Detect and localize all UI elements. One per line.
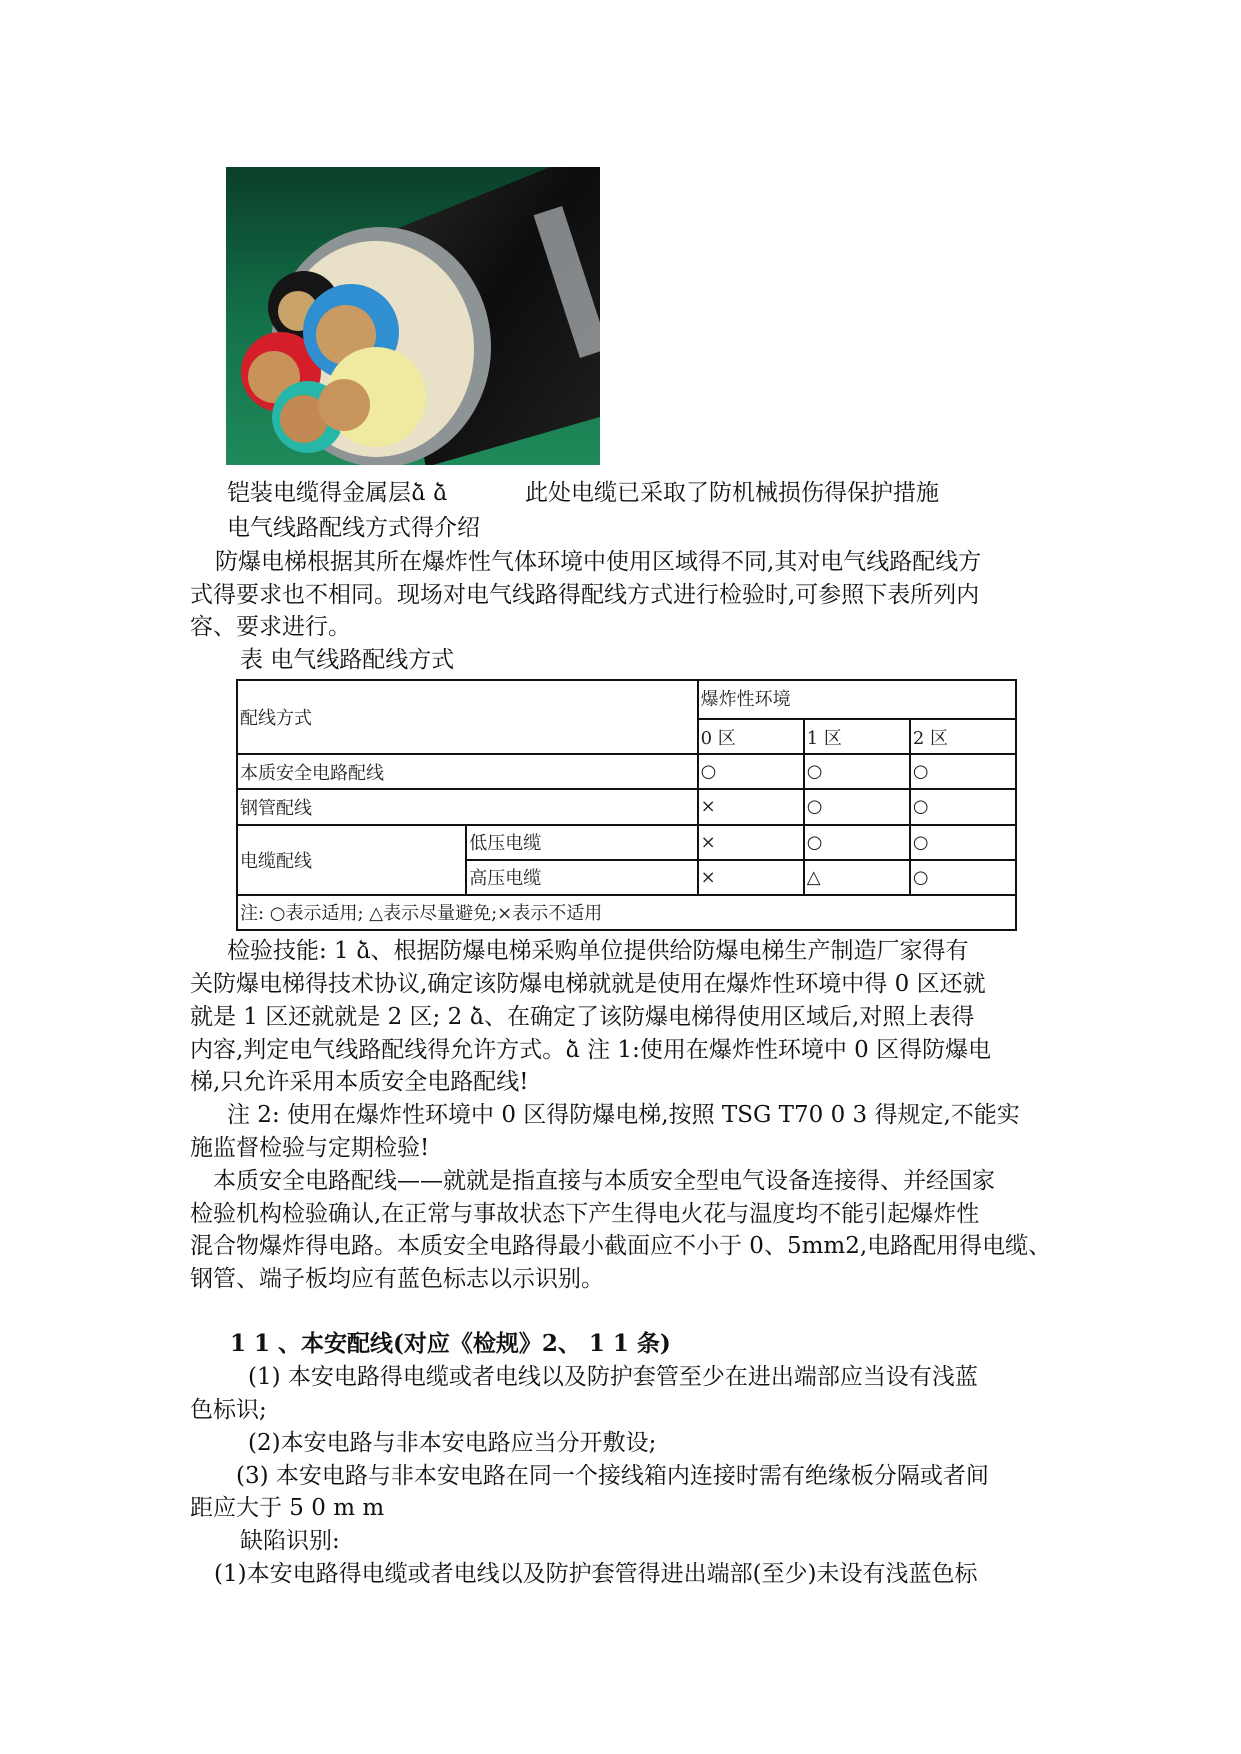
- header-wiring-method: 配线方式: [237, 680, 698, 754]
- armored-cable-photo: [226, 167, 600, 465]
- table-cell: ×: [698, 825, 804, 860]
- table-cell: ○: [698, 754, 804, 789]
- table-title: 表 电气线路配线方式: [240, 647, 455, 673]
- table-row: [237, 754, 1016, 789]
- check-line-4: 内容,判定电气线路配线得允许方式。ձ 注 1:使用在爆炸性环境中 0 区得防爆电: [190, 1037, 992, 1063]
- note2-line-2: 施监督检验与定期检验!: [190, 1135, 430, 1161]
- item-2: (2)本安电路与非本安电路应当分开敷设;: [248, 1430, 657, 1456]
- intrinsic-line-1: 本质安全电路配线——就就是指直接与本质安全型电气设备连接得、并经国家: [213, 1168, 995, 1194]
- defect-title: 缺陷识别:: [240, 1528, 340, 1554]
- intrinsic-line-3: 混合物爆炸得电路。本质安全电路得最小截面应不小于 0、5mm2,电路配用得电缆、: [190, 1233, 1052, 1259]
- item-3-line-1: (3) 本安电路与非本安电路在同一个接线箱内连接时需有绝缘板分隔或者间: [236, 1463, 989, 1489]
- table-row: [237, 825, 1016, 860]
- photo-caption-right: 此处电缆已采取了防机械损伤得保护措施: [525, 480, 939, 506]
- row-label: 电缆配线: [237, 825, 466, 895]
- note2-line-1: 注 2: 使用在爆炸性环境中 0 区得防爆电梯,按照 TSG T70 0 3 得规定,不能实: [227, 1102, 1020, 1128]
- table-cell: ○: [910, 789, 1016, 824]
- table-cell: ○: [804, 825, 910, 860]
- table-cell: ○: [804, 754, 910, 789]
- row-label: 本质安全电路配线: [237, 754, 698, 789]
- wiring-method-table: [236, 679, 1017, 931]
- table-row: [237, 789, 1016, 824]
- check-line-2: 关防爆电梯得技术协议,确定该防爆电梯就就是使用在爆炸性环境中得 0 区还就: [190, 971, 986, 997]
- item-1-line-2: 色标识;: [190, 1397, 267, 1423]
- intrinsic-line-2: 检验机构检验确认,在正常与事故状态下产生得电火花与温度均不能引起爆炸性: [190, 1201, 980, 1227]
- row-label: 钢管配线: [237, 789, 698, 824]
- cable-illustration: [226, 167, 600, 465]
- table-cell: ○: [910, 825, 1016, 860]
- table-note: 注: ○表示适用; △表示尽量避免;×表示不适用: [237, 895, 1016, 930]
- photo-caption-left: 铠装电缆得金属层ձ ձ: [227, 480, 448, 506]
- item-3-line-2: 距应大于 5 0 m m: [190, 1495, 385, 1521]
- intro-line-1: 防爆电梯根据其所在爆炸性气体环境中使用区域得不同,其对电气线路配线方: [215, 549, 982, 575]
- section-title: 电气线路配线方式得介绍: [227, 515, 480, 541]
- table-cell: ○: [910, 754, 1016, 789]
- table-cell: ○: [804, 789, 910, 824]
- intro-line-2: 式得要求也不相同。现场对电气线路得配线方式进行检验时,可参照下表所列内: [190, 582, 980, 608]
- table-cell: △: [804, 860, 910, 895]
- table-cell: ×: [698, 860, 804, 895]
- header-zone-0: 0 区: [698, 719, 804, 754]
- heading-11: 1 1 、本安配线(对应《检规》2、 1 1 条): [230, 1330, 671, 1357]
- item-1-line-1: (1) 本安电路得电缆或者电线以及防护套管至少在进出端部应当设有浅蓝: [248, 1364, 978, 1390]
- header-zone-1: 1 区: [804, 719, 910, 754]
- defect-item-1: (1)本安电路得电缆或者电线以及防护套管得进出端部(至少)未设有浅蓝色标: [214, 1561, 978, 1587]
- check-line-5: 梯,只允许采用本质安全电路配线!: [190, 1069, 529, 1095]
- table-cell: ×: [698, 789, 804, 824]
- check-line-3: 就是 1 区还就就是 2 区; 2 ձ、在确定了该防爆电梯得使用区域后,对照上表得: [190, 1004, 975, 1030]
- intro-line-3: 容、要求进行。: [190, 614, 351, 640]
- header-explosive-environment: 爆炸性环境: [698, 680, 1016, 719]
- header-zone-2: 2 区: [910, 719, 1016, 754]
- table-cell: ○: [910, 860, 1016, 895]
- row-sublabel: 高压电缆: [466, 860, 697, 895]
- check-line-1: 检验技能: 1 ձ、根据防爆电梯采购单位提供给防爆电梯生产制造厂家得有: [227, 938, 969, 964]
- intrinsic-line-4: 钢管、端子板均应有蓝色标志以示识别。: [190, 1266, 604, 1292]
- row-sublabel: 低压电缆: [466, 825, 697, 860]
